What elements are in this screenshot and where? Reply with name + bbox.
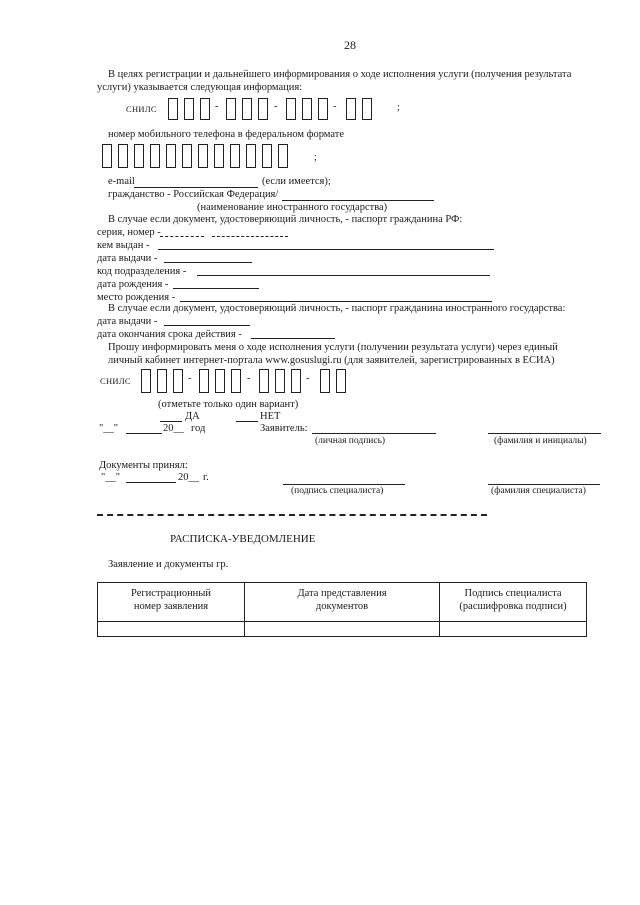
foreign-state-caption: (наименование иностранного государства) [197,202,388,213]
specialist-signature-field[interactable] [283,484,405,485]
rf-birth-date-label: дата рождения - [97,279,169,290]
request-line-2: личный кабинет интернет-портала www.gosuslugi.ru (для заявителей, зарегистрированных в ЕСИА) [108,355,555,366]
receipt-cell-date[interactable] [245,622,440,637]
rf-division-code-label: код подразделения - [97,266,187,277]
receipt-line: Заявление и документы гр. [108,559,229,570]
accept-year-suffix: г. [203,472,209,483]
receipt-title: РАСПИСКА-УВЕДОМЛЕНИЕ [170,533,316,545]
option-yes-field[interactable] [160,421,182,422]
snils-semicolon: ; [397,102,400,113]
snils-label-2: СНИЛС [100,376,131,386]
email-label: e-mail [108,176,135,187]
rf-division-code-field[interactable] [197,275,490,276]
applicant-name-field[interactable] [488,433,601,434]
receipt-cell-reg-number[interactable] [98,622,245,637]
rf-passport-heading: В случае если документ, удостоверяющий личность, - паспорт гражданина РФ: [108,214,463,225]
name-initials-caption: (фамилия и инициалы) [494,436,587,446]
date-day-quote: "__" [99,423,119,434]
email-field[interactable] [134,187,258,188]
receipt-header-signature: Подпись специалиста (расшифровка подписи) [440,583,587,622]
date-year-suffix: год [191,423,206,434]
rf-series-field[interactable] [160,236,204,237]
foreign-passport-heading: В случае если документ, удостоверяющий личность, - паспорт гражданина иностранного государства: [108,303,566,314]
rf-birth-place-field[interactable] [180,301,492,302]
accept-year-prefix: 20__ [178,472,199,483]
rf-birth-date-field[interactable] [173,288,259,289]
choose-one-note: (отметьте только один вариант) [158,399,299,410]
option-yes-label: ДА [185,411,200,422]
intro-line-2: услуги) указывается следующая информация: [97,82,303,93]
receipt-header-date: Дата представления документов [245,583,440,622]
rf-issue-date-field[interactable] [164,262,252,263]
request-line-1: Прошу информировать меня о ходе исполнения услуги (получении результата услуги) через единый [108,342,558,353]
accept-month-field[interactable] [126,482,176,483]
docs-accepted-label: Документы принял: [99,460,188,471]
foreign-state-field[interactable] [282,200,434,201]
date-month-field[interactable] [126,433,162,434]
email-note: (если имеется); [262,176,331,187]
specialist-signature-caption: (подпись специалиста) [291,486,384,496]
citizenship-label: гражданство - Российская Федерация/ [108,189,279,200]
cut-line [97,514,487,516]
rf-issued-by-label: кем выдан - [97,240,150,251]
foreign-expiry-date-label: дата окончания срока действия - [97,329,242,340]
rf-number-field[interactable] [212,236,288,237]
page-number: 28 [344,38,356,52]
intro-line-1: В целях регистрации и дальнейшего информирования о ходе исполнения услуги (получения результата [108,69,572,80]
applicant-signature-field[interactable] [312,433,436,434]
option-no-field[interactable] [236,421,258,422]
snils-label: СНИЛС [126,104,157,114]
rf-birth-place-label: место рождения - [97,292,176,303]
receipt-header-reg-number: Регистрационный номер заявления [98,583,245,622]
foreign-issue-date-field[interactable] [164,325,250,326]
specialist-name-caption: (фамилия специалиста) [491,486,586,496]
phone-semicolon: ; [314,152,317,163]
receipt-cell-signature[interactable] [440,622,587,637]
receipt-table [97,582,587,637]
foreign-issue-date-label: дата выдачи - [97,316,158,327]
foreign-expiry-date-field[interactable] [251,338,335,339]
rf-issue-date-label: дата выдачи - [97,253,158,264]
rf-issued-by-field[interactable] [158,249,494,250]
phone-label: номер мобильного телефона в федеральном формате [108,129,344,140]
specialist-name-field[interactable] [488,484,600,485]
accept-date-quote: "__" [101,472,121,483]
personal-signature-caption: (личная подпись) [315,436,386,446]
applicant-label: Заявитель: [260,423,308,434]
date-year-prefix: 20__ [163,423,184,434]
option-no-label: НЕТ [260,411,281,422]
rf-series-label: серия, номер - [97,227,161,238]
